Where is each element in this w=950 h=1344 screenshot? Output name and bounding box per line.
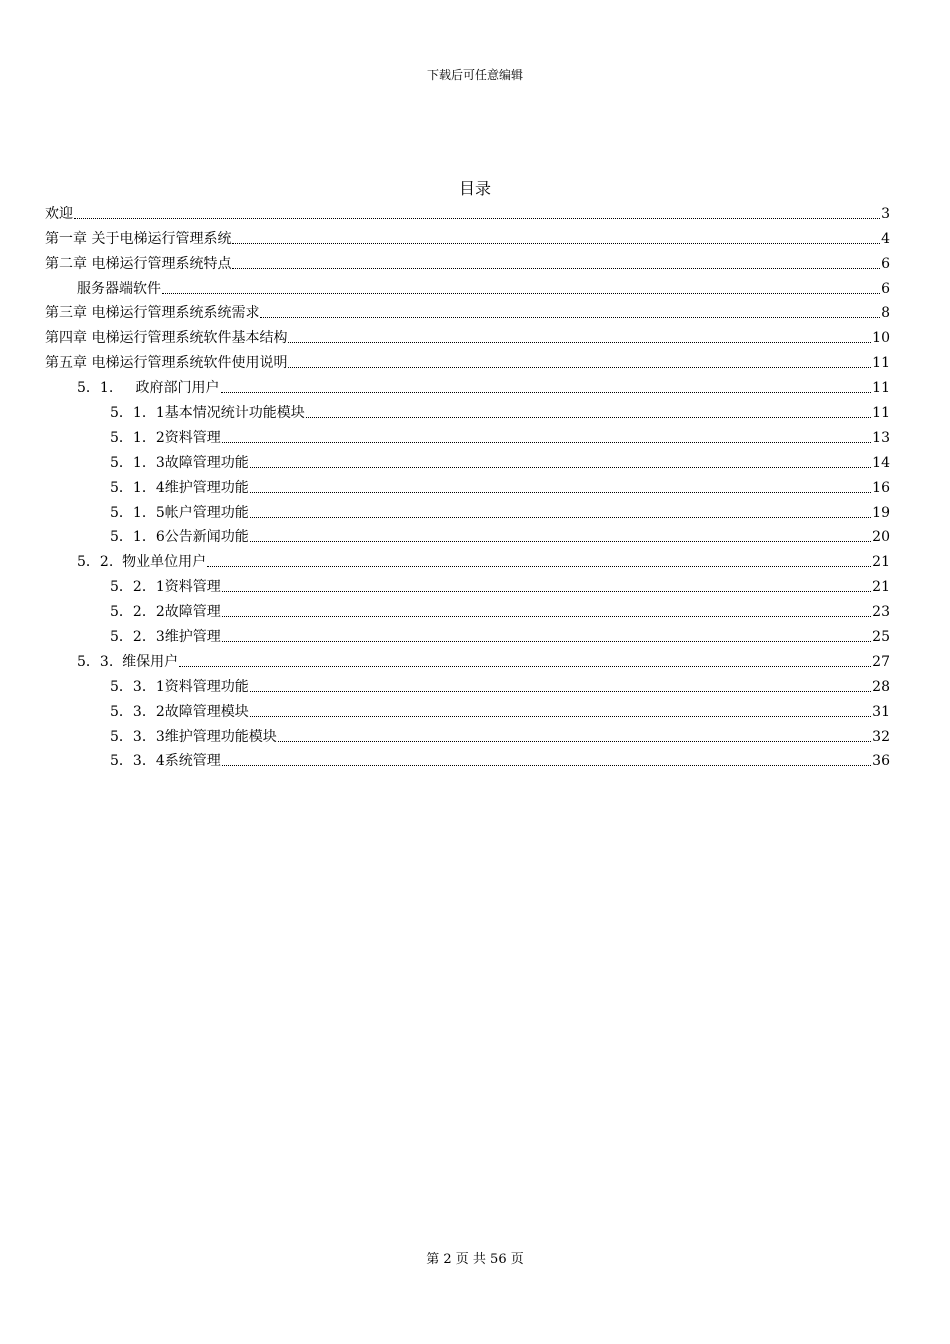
toc-entry-page: 11 [872,405,890,422]
toc-leader-dots [232,243,880,244]
toc-entry-page: 3 [881,205,890,222]
toc-entry-page: 25 [872,629,890,646]
toc-leader-dots [288,342,871,343]
toc-leader-dots [260,317,880,318]
toc-leader-dots [222,616,871,617]
toc-leader-dots [250,716,871,717]
toc-entry-label: 第四章 电梯运行管理系统软件基本结构 [45,330,288,347]
toc-entry-page: 20 [872,529,890,546]
toc-entry-label: 5．1. 政府部门用户 [77,380,220,397]
toc-entry-page: 32 [872,728,890,745]
toc-entry-label: 第一章 关于电梯运行管理系统 [45,230,232,247]
toc-entry-label: 5．1．1基本情况统计功能模块 [110,405,305,422]
toc-leader-dots [250,691,871,692]
toc-entry[interactable] [45,647,890,672]
toc-entry-page: 13 [872,429,890,446]
toc-entry[interactable] [45,672,890,697]
toc-entry[interactable] [45,572,890,597]
toc-leader-dots [250,467,871,468]
toc-leader-dots [74,218,880,219]
toc-entry[interactable] [45,398,890,423]
toc-title: 目录 [458,179,491,198]
toc-entry-page: 31 [872,703,890,720]
page-header: 下载后可任意编辑 [426,68,523,82]
toc-leader-dots [222,641,871,642]
toc-entry[interactable] [45,547,890,572]
toc-entry[interactable] [45,498,890,523]
toc-entry[interactable] [45,323,890,348]
toc-entry[interactable] [45,224,890,249]
toc-entry-label: 5．1．4维护管理功能 [110,479,249,496]
toc-entry-page: 36 [872,753,890,770]
toc-entry[interactable] [45,597,890,622]
toc-entry[interactable] [45,523,890,548]
toc-leader-dots [162,293,880,294]
toc-entry[interactable] [45,423,890,448]
toc-leader-dots [179,666,871,667]
toc-entry[interactable] [45,448,890,473]
toc-entry[interactable] [45,373,890,398]
toc-entry-page: 11 [872,380,890,397]
toc-entry-label: 5．1．6公告新闻功能 [110,529,249,546]
toc-leader-dots [222,591,871,592]
toc-entry-label: 5．1．5帐户管理功能 [110,504,249,521]
toc-entry-page: 4 [881,230,890,247]
page-footer: 第 2 页 共 56 页 [426,1252,524,1267]
toc-entry[interactable] [45,747,890,772]
toc-leader-dots [278,741,871,742]
toc-entry-label: 第五章 电梯运行管理系统软件使用说明 [45,355,288,372]
toc-leader-dots [232,268,880,269]
toc-entry-page: 8 [881,305,890,322]
toc-leader-dots [222,765,871,766]
toc-entry-label: 5．2．2故障管理 [110,604,221,621]
toc-entry-page: 19 [872,504,890,521]
toc-entry-page: 21 [872,579,890,596]
toc-entry[interactable] [45,199,890,224]
toc-entry[interactable] [45,274,890,299]
toc-entry-label: 5．3．3维护管理功能模块 [110,728,277,745]
toc-entry-label: 5．3. 维保用户 [77,653,179,670]
toc-entry-label: 5．3．1资料管理功能 [110,678,249,695]
toc-entry-label: 第三章 电梯运行管理系统系统需求 [45,305,260,322]
toc-entry-label: 5．2．3维护管理 [110,629,221,646]
toc-entry-label: 欢迎 [45,205,73,222]
toc-leader-dots [250,492,871,493]
toc-entry-label: 5．2．1资料管理 [110,579,221,596]
toc-leader-dots [250,517,871,518]
toc-entry-label: 第二章 电梯运行管理系统特点 [45,255,232,272]
toc-leader-dots [288,367,871,368]
toc-entry-label: 5．2. 物业单位用户 [77,554,207,571]
toc-entry-page: 11 [872,355,890,372]
toc-entry-label: 服务器端软件 [77,280,161,297]
toc-leader-dots [222,442,871,443]
toc-entry-label: 5．1．3故障管理功能 [110,454,249,471]
toc-entry-page: 23 [872,604,890,621]
toc-entry[interactable] [45,348,890,373]
toc-entry-page: 14 [872,454,890,471]
table-of-contents [45,199,890,771]
toc-leader-dots [250,541,871,542]
toc-leader-dots [306,417,871,418]
toc-entry-label: 5．3．2故障管理模块 [110,703,249,720]
toc-entry[interactable] [45,722,890,747]
toc-entry[interactable] [45,473,890,498]
toc-entry[interactable] [45,697,890,722]
toc-entry-page: 28 [872,678,890,695]
toc-entry[interactable] [45,299,890,324]
toc-entry-page: 21 [872,554,890,571]
toc-entry-page: 6 [881,280,890,297]
toc-entry[interactable] [45,249,890,274]
toc-entry-label: 5．3．4系统管理 [110,753,221,770]
toc-entry-page: 27 [872,653,890,670]
toc-entry-label: 5．1．2资料管理 [110,429,221,446]
toc-entry-page: 16 [872,479,890,496]
toc-entry[interactable] [45,622,890,647]
toc-entry-page: 10 [872,330,890,347]
toc-leader-dots [207,566,871,567]
toc-leader-dots [221,392,872,393]
toc-entry-page: 6 [881,255,890,272]
